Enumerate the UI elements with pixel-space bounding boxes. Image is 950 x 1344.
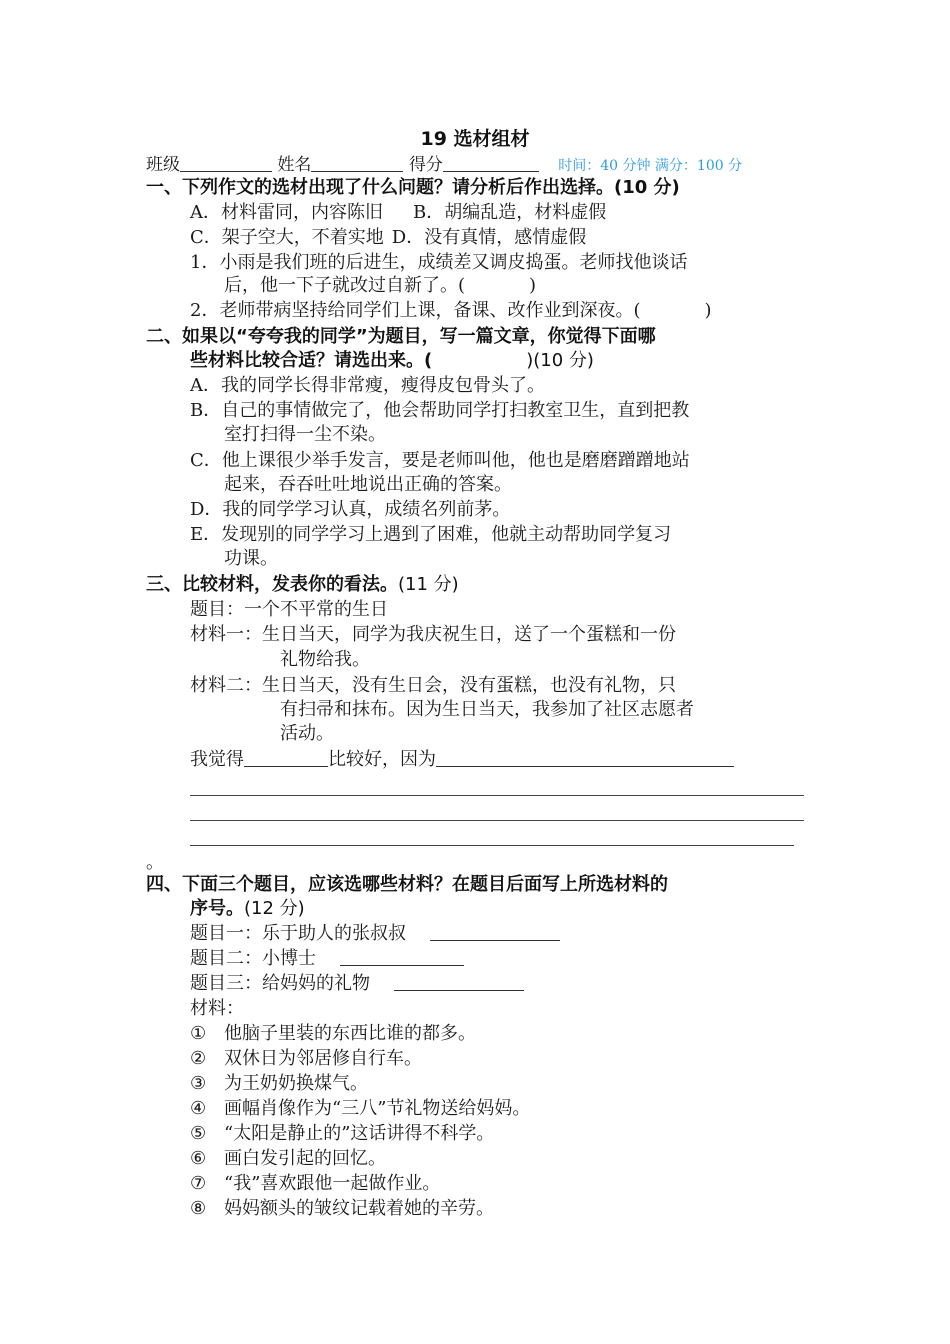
- q4-material-number: ⑧: [190, 1198, 207, 1219]
- q1-item1-line2: [224, 274, 536, 298]
- q3-material1-line1: [190, 623, 676, 647]
- q4-material-item: [190, 1072, 368, 1096]
- q4-material-item: [190, 1147, 386, 1171]
- q4-material-number: ②: [190, 1048, 207, 1069]
- q4-material-item: [190, 1122, 494, 1146]
- q3-heading: [146, 573, 459, 597]
- q1-item2-text: 2．老师带病坚持给同学们上课，备课、改作业到深夜。(: [190, 300, 641, 321]
- worksheet-title: 19 选材组材: [420, 128, 530, 150]
- q1-heading: 一、下列作文的选材出现了什么问题？请分析后作出选择。(10 分): [146, 177, 680, 198]
- q2-option-c-line2: 起来，吞吞吐吐地说出正确的答案。: [224, 474, 512, 495]
- score-blank[interactable]: [443, 153, 539, 172]
- q4-material-item: [190, 1197, 494, 1221]
- q3-end-period: 。: [146, 852, 164, 873]
- q4-topic3-text: 题目三：给妈妈的礼物: [190, 973, 370, 994]
- score-label: 得分: [408, 155, 443, 175]
- time-info: 时间：40 分钟 满分：100 分: [558, 158, 743, 174]
- class-label: 班级: [146, 155, 180, 175]
- q4-topic2-blank[interactable]: [340, 947, 464, 966]
- q3-material2-line1: [190, 674, 676, 698]
- class-blank[interactable]: [180, 153, 272, 172]
- q3-material2-line2: 有扫帚和抹布。因为生日当天，我参加了社区志愿者: [280, 699, 694, 720]
- q4-material-item: [190, 1097, 530, 1121]
- q2-option-a: A．我的同学长得非常瘦，瘦得皮包骨头了。: [190, 375, 545, 396]
- q2-option-c-line1: C．他上课很少举手发言，要是老师叫他，他也是磨磨蹭蹭地站: [190, 450, 690, 471]
- q4-material-text: “我”喜欢跟他一起做作业。: [224, 1173, 441, 1194]
- q1-option-d: D．没有真情，感情虚假: [391, 227, 587, 248]
- q4-material-number: ⑦: [190, 1173, 207, 1194]
- q4-material-number: ⑥: [190, 1148, 207, 1169]
- q4-material-text: 画幅肖像作为“三八”节礼物送给妈妈。: [224, 1098, 531, 1119]
- q2-heading-line1: 二、如果以“夸夸我的同学”为题目，写一篇文章，你觉得下面哪: [146, 326, 656, 347]
- q4-material-number: ①: [190, 1023, 207, 1044]
- q3-answer-rule-1[interactable]: [190, 795, 804, 796]
- q3-material1-text: 生日当天，同学为我庆祝生日，送了一个蛋糕和一份: [262, 624, 676, 645]
- q4-material-item: [190, 1047, 422, 1071]
- q3-choice-blank[interactable]: [244, 748, 328, 767]
- q4-heading-text: 序号。: [190, 898, 244, 919]
- q4-materials-label: 材料：: [190, 998, 244, 1019]
- q4-topic1: [190, 922, 560, 946]
- q1-item1-text: 后，他一下子就改过自新了。(: [224, 275, 466, 296]
- q1-option-c: C．架子空大，不着实地: [190, 227, 384, 248]
- q4-material-number: ⑤: [190, 1123, 207, 1144]
- q4-material-text: 画白发引起的回忆。: [224, 1148, 386, 1169]
- q1-option-b: B．胡编乱造，材料虚假: [413, 202, 607, 223]
- q3-material2-line3: 活动。: [280, 723, 334, 744]
- q3-topic: 题目：一个不平常的生日: [190, 599, 388, 620]
- q1-item2: [190, 299, 712, 323]
- q2-option-b-line1: B．自己的事情做完了，他会帮助同学打扫教室卫生，直到把教: [190, 400, 690, 421]
- q4-heading-line1: 四、下面三个题目，应该选哪些材料？在题目后面写上所选材料的: [146, 874, 668, 895]
- name-label: 姓名: [277, 155, 312, 175]
- q2-option-b-line2: 室打扫得一尘不染。: [224, 424, 386, 445]
- q2-heading-points: )(10 分): [526, 350, 594, 371]
- q4-heading-line2: [190, 897, 305, 921]
- q3-material1-label: 材料一：: [190, 624, 262, 645]
- q4-material-text: 他脑子里装的东西比谁的都多。: [224, 1023, 476, 1044]
- q4-heading-points: (12 分): [244, 898, 305, 919]
- q3-reason-blank[interactable]: [436, 748, 734, 767]
- q1-item2-close-paren: ): [704, 300, 712, 321]
- q1-option-a: A．材料雷同，内容陈旧: [190, 202, 383, 223]
- q3-material1-line2: 礼物给我。: [280, 649, 370, 670]
- q2-option-e-line2: 功课。: [224, 548, 278, 569]
- q3-answer-line: [190, 748, 734, 772]
- q4-material-text: 为王奶奶换煤气。: [224, 1073, 368, 1094]
- q3-material2-text: 生日当天，没有生日会，没有蛋糕，也没有礼物，只: [262, 675, 676, 696]
- q3-answer-rule-3[interactable]: [190, 845, 794, 846]
- q2-option-d: D．我的同学学习认真，成绩名列前茅。: [190, 499, 511, 520]
- q4-material-text: 双休日为邻居修自行车。: [224, 1048, 422, 1069]
- q3-answer-reason-label: 比较好，因为: [328, 749, 436, 770]
- q4-topic1-blank[interactable]: [430, 922, 560, 941]
- student-info-row: [146, 150, 742, 175]
- q2-heading-line2: [190, 349, 594, 373]
- q4-material-number: ④: [190, 1098, 207, 1119]
- q4-material-item: [190, 1172, 440, 1196]
- q4-material-item: [190, 1022, 476, 1046]
- q4-topic2-text: 题目二：小博士: [190, 948, 316, 969]
- q3-answer-prefix: 我觉得: [190, 749, 244, 770]
- q4-topic2: [190, 947, 464, 971]
- q4-topic3-blank[interactable]: [394, 972, 524, 991]
- q4-material-text: 妈妈额头的皱纹记载着她的辛劳。: [224, 1198, 494, 1219]
- q3-answer-rule-2[interactable]: [190, 820, 804, 821]
- q2-heading-text: 些材料比较合适？请选出来。(: [190, 350, 433, 371]
- q4-material-text: “太阳是静止的”这话讲得不科学。: [224, 1123, 495, 1144]
- q4-topic1-text: 题目一：乐于助人的张叔叔: [190, 923, 406, 944]
- q4-material-number: ③: [190, 1073, 207, 1094]
- name-blank[interactable]: [311, 153, 403, 172]
- q1-options-row1: [190, 201, 606, 225]
- q1-item1-line1: 1．小雨是我们班的后进生，成绩差又调皮捣蛋。老师找他谈话: [190, 252, 688, 273]
- q3-heading-points: (11 分): [398, 574, 459, 595]
- q2-option-e-line1: E．发现别的同学学习上遇到了困难，他就主动帮助同学复习: [190, 524, 672, 545]
- q1-item1-close-paren: ): [529, 275, 537, 296]
- q3-material2-label: 材料二：: [190, 675, 262, 696]
- q1-options-row2: [190, 226, 586, 250]
- q3-heading-text: 三、比较材料，发表你的看法。: [146, 574, 398, 595]
- q4-topic3: [190, 972, 524, 996]
